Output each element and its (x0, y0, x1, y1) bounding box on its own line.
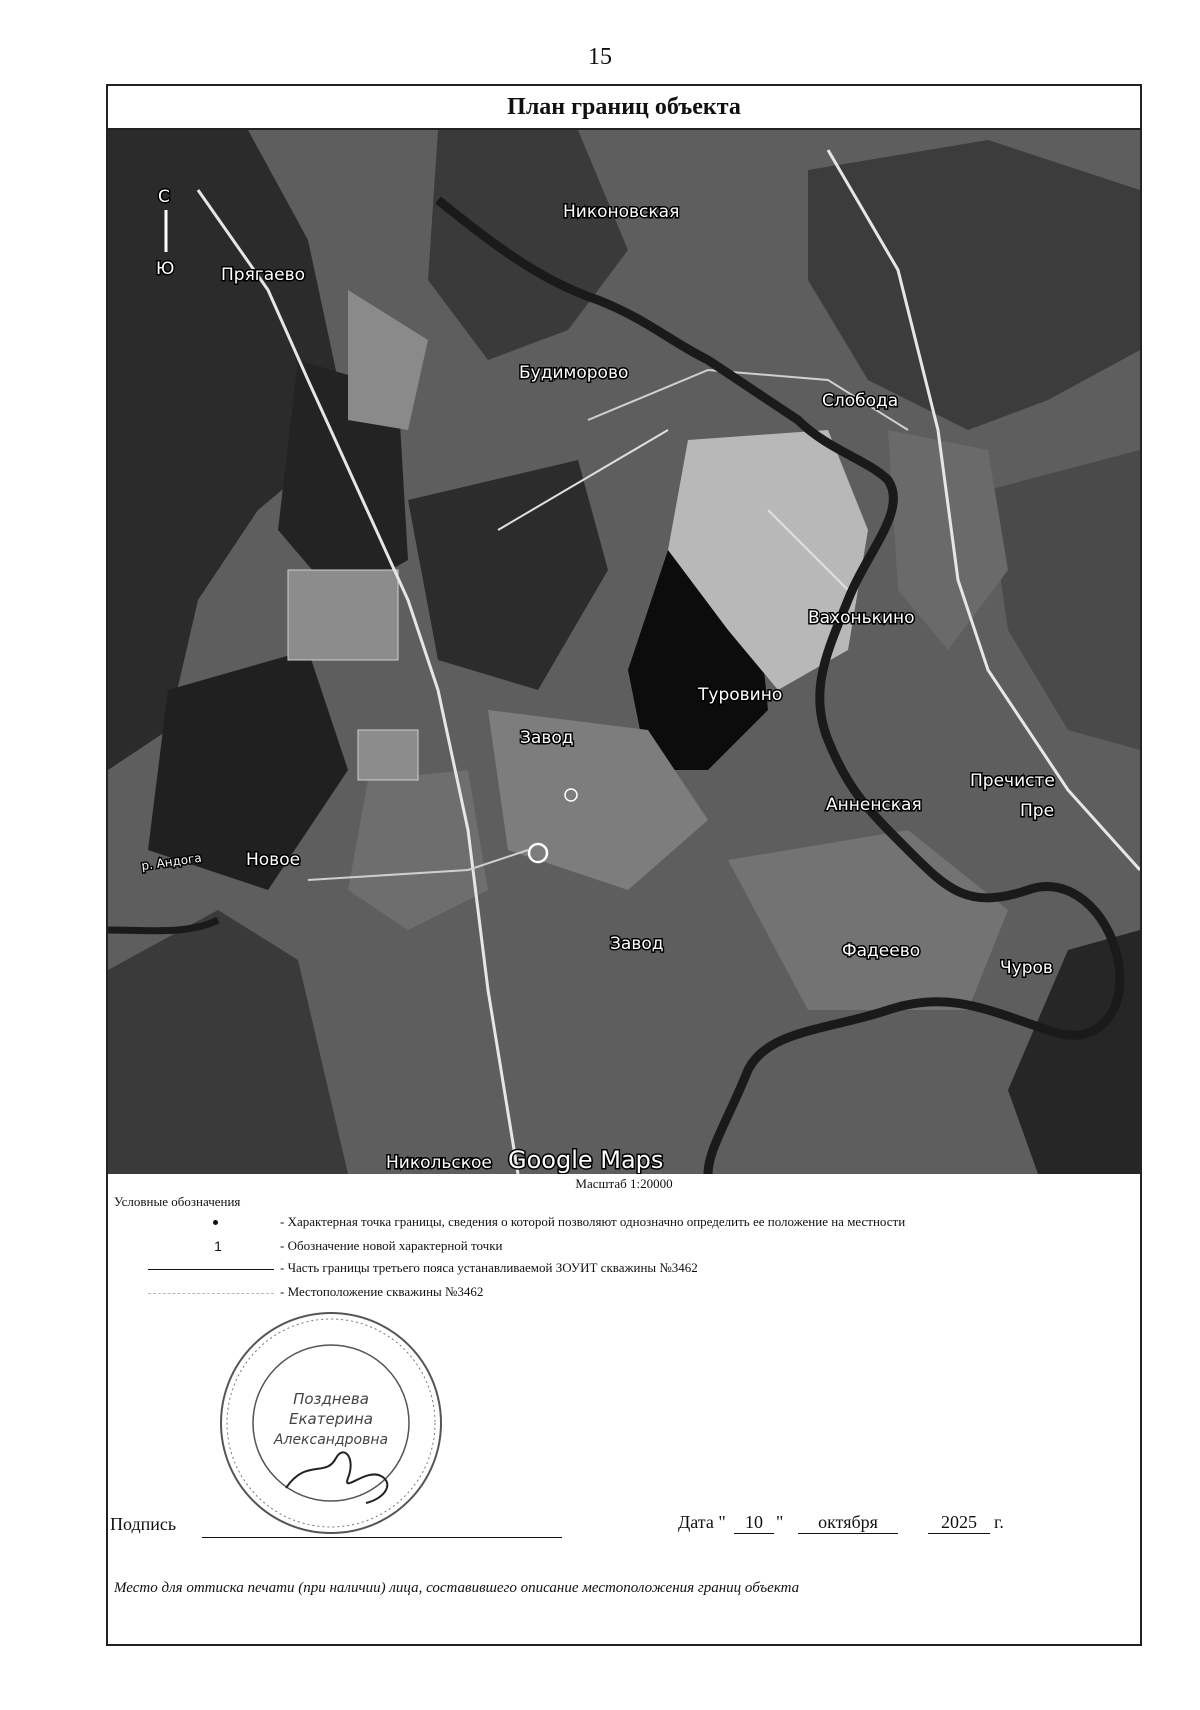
place-label: Фадеево (842, 941, 921, 961)
date-month: октября (798, 1512, 898, 1534)
place-label: Анненская (826, 795, 922, 815)
seal-stamp (216, 1308, 446, 1538)
boundary-line-symbol (148, 1258, 268, 1280)
date-suffix: г. (994, 1512, 1004, 1532)
map-scale: Масштаб 1:20000 (575, 1176, 673, 1191)
satellite-map (108, 130, 1140, 1174)
south-label: Ю (156, 259, 175, 279)
date-quote: " (776, 1512, 784, 1532)
signature-line (202, 1537, 562, 1538)
place-label: Вахонькино (808, 608, 915, 628)
page-number: 15 (588, 44, 612, 70)
stamp-name-line: Позднева (293, 1390, 369, 1408)
date-block (678, 1510, 1138, 1544)
place-label: Никоновская (563, 202, 680, 222)
boundary-plan-frame (106, 84, 1142, 1646)
place-label: Туровино (698, 685, 783, 705)
stamp-name-line: Александровна (273, 1432, 389, 1448)
well-location-symbol (148, 1282, 268, 1304)
signature-label: Подпись (110, 1514, 177, 1534)
place-label: Никольское (386, 1153, 492, 1173)
place-label: Слобода (822, 391, 899, 411)
legend-item (108, 1258, 1138, 1280)
plan-title: План границ объекта (108, 86, 1140, 130)
date-year: 2025 (928, 1512, 990, 1534)
place-label: Завод (520, 728, 574, 748)
seal-note: Место для оттиска печати (при наличии) лица, составившего описание местоположения границ объекта (114, 1580, 800, 1596)
settlement-block (358, 730, 418, 780)
legend-text: - Местоположение скважины №3462 (280, 1284, 484, 1299)
google-maps-logo: Google Maps (508, 1146, 664, 1174)
boundary-point-symbol (148, 1212, 268, 1234)
north-label: С (158, 187, 170, 207)
legend-text: - Обозначение новой характерной точки (280, 1238, 503, 1253)
place-label: Прягаево (221, 265, 306, 285)
date-label: Дата " (678, 1512, 726, 1532)
legend-text: - Часть границы третьего пояса устанавливаемой ЗОУИТ скважины №3462 (280, 1260, 698, 1275)
river-label: р. Андога (140, 850, 203, 873)
new-point-number-symbol (148, 1236, 268, 1258)
place-label: Завод (610, 934, 664, 954)
place-label: Пречисте (970, 771, 1055, 791)
place-label: Пре (1020, 801, 1055, 821)
place-label: Чуров (1000, 958, 1053, 978)
signature-row (110, 1510, 1138, 1544)
date-day: 10 (734, 1512, 774, 1534)
point-number: 1 (214, 1238, 222, 1254)
place-label: Новое (246, 850, 301, 870)
stamp-name-line: Екатерина (289, 1410, 373, 1428)
legend-text: - Характерная точка границы, сведения о которой позволяют однозначно определить ее положение на местности (280, 1214, 906, 1229)
settlement-block (288, 570, 398, 660)
legend-item (108, 1282, 1138, 1304)
legend-item (108, 1212, 1138, 1234)
place-label: Будиморово (519, 363, 629, 383)
legend-title: Условные обозначения (114, 1194, 241, 1209)
map-image (108, 130, 1140, 1174)
legend-item (108, 1236, 1138, 1258)
